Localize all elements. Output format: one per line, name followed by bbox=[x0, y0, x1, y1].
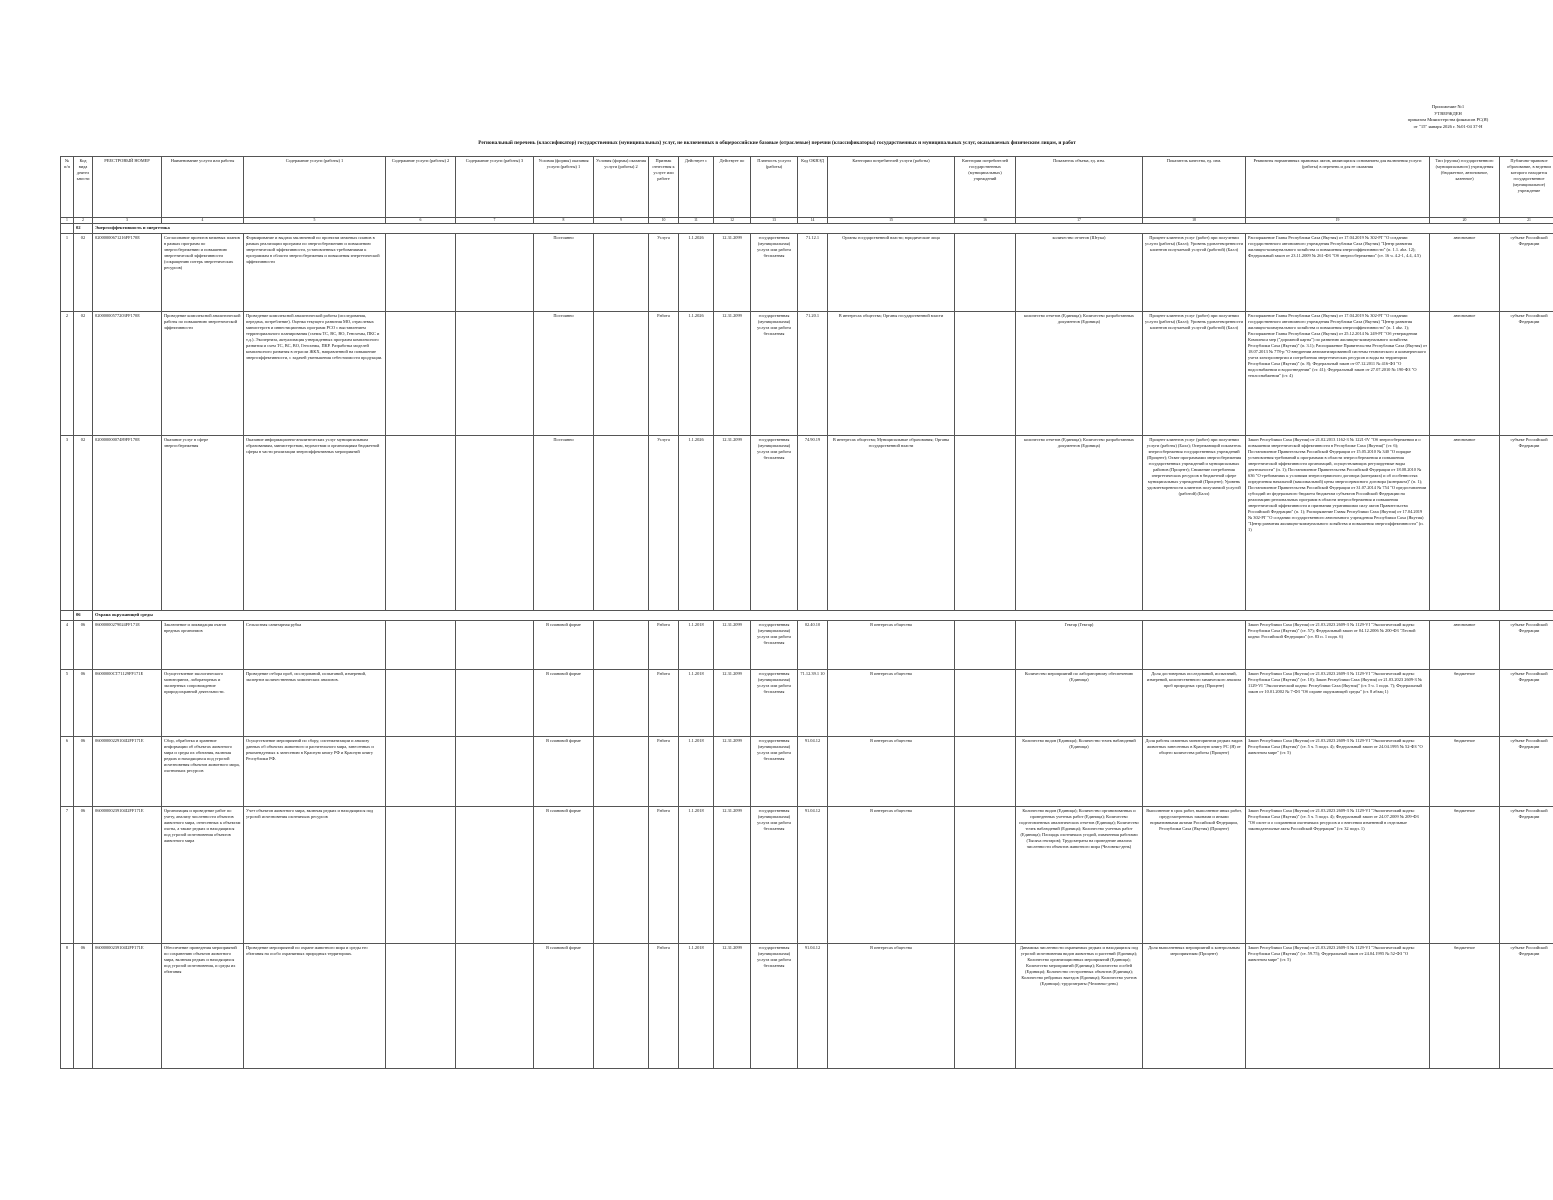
table-cell bbox=[1143, 621, 1246, 670]
table-cell: 02000000671216FF170E bbox=[93, 234, 162, 312]
table-cell bbox=[456, 944, 534, 1069]
table-cell: субъект Российской Федерации bbox=[1500, 737, 1553, 807]
table-cell: 12.31.2099 bbox=[714, 621, 751, 670]
table-cell: В интересах общества bbox=[828, 807, 955, 944]
column-number: 8 bbox=[534, 218, 594, 224]
table-cell: государственная (муниципальная) услуга или работа бесплатная bbox=[751, 670, 798, 737]
table-cell: Заключение и ликвидация очагов вредных организмов bbox=[162, 621, 244, 670]
column-number: 11 bbox=[679, 218, 714, 224]
table-cell: 02.40.10 bbox=[798, 621, 828, 670]
table-cell: субъект Российской Федерации bbox=[1500, 944, 1553, 1069]
table-cell: Постоянно bbox=[534, 234, 594, 312]
table-cell: В интересах общества bbox=[828, 621, 955, 670]
column-header: Реквизиты нормативных правовых актов, являющихся основанием для включения услуги (работы) в перечень и для ее оказания bbox=[1246, 157, 1430, 218]
table-cell: Распоряжение Главы Республики Саха (Якутия) от 17.04.2019 № 302-РГ "О создании государственного автономного учреждения Республики Саха (Якутия) "Центр развития жилищно-коммунального хозяйства и повышения энергоэффективности" (п. 1 abz. 1); Распоряжение Главы Республики Саха (Якутия) от 25.12.2014 № 249-РГ "Об утверждении Комплекса мер ("дорожной карты") по развитию жилищно-коммунального хозяйства Республики Саха (Якутия)" (п. 3.1); Распоряжение Правительства Республики Саха (Якутия) от 18.07.2013 № 778-р "О внедрении автоматизированной системы технического и коммерческого учета электроэнергии и потребления энергетических ресурсов и воды на территории Республики Саха (Якутия)" (п. 8); Федеральный закон от 07.12.2011 № 416-ФЗ "О водоснабжении и водоотведении" (ст. 41); Федеральный закон от 27.07.2010 № 190-ФЗ "О теплоснабжении" (ст. 4) bbox=[1246, 312, 1430, 436]
column-header: Условия (формы) оказания услуги (работы) 2 bbox=[594, 157, 649, 218]
column-header: Показатель объема, ед. изм. bbox=[1016, 157, 1143, 218]
table-cell bbox=[955, 436, 1016, 611]
column-header: Показатель качества, ед. изм. bbox=[1143, 157, 1246, 218]
table-cell: государственная (муниципальная) услуга или работа бесплатная bbox=[751, 807, 798, 944]
table-cell: субъект Российской Федерации bbox=[1500, 621, 1553, 670]
table-cell: Сельхозная санитарная рубка bbox=[244, 621, 386, 670]
table-cell: Постоянно bbox=[534, 312, 594, 436]
table-cell bbox=[594, 737, 649, 807]
table-cell: Закон Республики Саха (Якутия) от 21.03.2023 2609-З № 1129-VI "Экологический кодекс Республики Саха (Якутия)" (ст. 5 ч. 5 подп. 4); Федеральный закон от 24.07.2009 № 209-ФЗ "Об охоте и о сохранении охотничьих ресурсов и о внесении изменений в отдельные законодательные акты Российской Федерации" (ст. 32 подп. 1) bbox=[1246, 807, 1430, 944]
table-cell: бюджетное bbox=[1430, 807, 1500, 944]
table-cell: субъект Российской Федерации bbox=[1500, 670, 1553, 737]
approval-line: приказом Министерства финансов РС(Я) bbox=[1407, 117, 1489, 123]
table-cell: 1.1.2026 bbox=[679, 234, 714, 312]
table-row bbox=[61, 670, 1553, 737]
table-cell: бюджетное bbox=[1430, 737, 1500, 807]
table-cell bbox=[955, 944, 1016, 1069]
table-cell: Работа bbox=[649, 944, 679, 1069]
table-cell: Процент клиентов услуг (работ) при получении услуги (работы) (Балл); Опережающий показатель энергосбережения государственных учреждений (Процент); Охват программами энергосбережения государственных учреждений и муниципальных районов (Процент); Снижение потребления энергетических ресурсов в бюджетной сфере муниципальных учреждений (Процент); Уровень удовлетворенности клиентов получаемой услугой (работой) (Балл) bbox=[1143, 436, 1246, 611]
column-number: 14 bbox=[798, 218, 828, 224]
table-cell: Оказание информационно-аналитических услуг муниципальным образованиям, министерствам, ведомствам и организациям бюджетной сферы в части реализации энергоэффективных мероприятий bbox=[244, 436, 386, 611]
table-cell: Оказание услуг в сфере энергосбережения bbox=[162, 436, 244, 611]
table-row bbox=[61, 737, 1553, 807]
table-cell: 06 bbox=[74, 670, 93, 737]
table-cell bbox=[386, 234, 456, 312]
table-cell bbox=[594, 436, 649, 611]
table-cell: 06 bbox=[74, 621, 93, 670]
table-row bbox=[61, 312, 1553, 436]
column-number: 3 bbox=[93, 218, 162, 224]
section-row bbox=[61, 611, 1553, 621]
table-cell: 2 bbox=[61, 312, 74, 436]
column-number: 16 bbox=[955, 218, 1016, 224]
table-cell: В интересах общества bbox=[828, 737, 955, 807]
table-cell: 12.31.2099 bbox=[714, 436, 751, 611]
column-number: 5 bbox=[244, 218, 386, 224]
table-cell: субъект Российской Федерации bbox=[1500, 234, 1553, 312]
table-cell bbox=[955, 670, 1016, 737]
table-cell: 06 bbox=[74, 737, 93, 807]
table-cell: 71.20.1 bbox=[798, 312, 828, 436]
table-cell: В плановой форме bbox=[534, 807, 594, 944]
column-header: Действует по bbox=[714, 157, 751, 218]
table-cell: государственная (муниципальная) услуга или работа бесплатная bbox=[751, 621, 798, 670]
table-cell bbox=[386, 312, 456, 436]
table-cell: Количество видов (Единица); Количество точек наблюдений (Единица) bbox=[1016, 737, 1143, 807]
table-cell: 6 bbox=[61, 737, 74, 807]
table-cell: 02 bbox=[74, 234, 93, 312]
column-header: Содержание услуги (работы) 1 bbox=[244, 157, 386, 218]
table-cell: бюджетное bbox=[1430, 944, 1500, 1069]
table-cell: 12.31.2099 bbox=[714, 737, 751, 807]
table-cell: Распоряжение Главы Республики Саха (Якутия) от 17.04.2019 № 302-РГ "О создании государственного автономного учреждения Республики Саха (Якутия) "Центр развития жилищно-коммунального хозяйства и повышения энергоэффективности" (п. 1.1. abz. 12); Федеральный закон от 23.11.2009 № 261-ФЗ "Об энергосбережении" (ст. 16 ч. 4.2-1, 4.4, 4.5) bbox=[1246, 234, 1430, 312]
table-cell bbox=[594, 670, 649, 737]
column-number: 15 bbox=[828, 218, 955, 224]
table-cell: 12.31.2099 bbox=[714, 944, 751, 1069]
table-cell bbox=[456, 737, 534, 807]
table-cell: 02 bbox=[74, 312, 93, 436]
table-cell: Гектар (Гектар) bbox=[1016, 621, 1143, 670]
column-header: № п/п bbox=[61, 157, 74, 218]
table-cell: 06 bbox=[74, 807, 93, 944]
table-cell bbox=[594, 621, 649, 670]
column-header: Публично-правовое образование, в ведении которого находится государственное (муниципальное) учреждение bbox=[1500, 157, 1553, 218]
table-cell: 06 bbox=[74, 944, 93, 1069]
table-cell: Организация и проведение работ по учету, анализу численности объектов животного мира, отнесенных к объектам охоты, а также редких и находящихся под угрозой исчезновения объектов животного мира bbox=[162, 807, 244, 944]
table-cell bbox=[386, 944, 456, 1069]
table-cell bbox=[456, 436, 534, 611]
column-number: 17 bbox=[1016, 218, 1143, 224]
table-cell: 4 bbox=[61, 621, 74, 670]
column-number: 12 bbox=[714, 218, 751, 224]
table-cell: 1.1.2018 bbox=[679, 670, 714, 737]
table-cell bbox=[386, 737, 456, 807]
table-cell bbox=[386, 621, 456, 670]
table-cell: 1.1.2026 bbox=[679, 436, 714, 611]
table-row bbox=[61, 436, 1553, 611]
table-cell bbox=[386, 807, 456, 944]
table-cell: Доля выполненных мероприятий к контрольным мероприятиям (Процент) bbox=[1143, 944, 1246, 1069]
table-cell: Проведение комплексной аналитической работы по повышению энергетической эффективности bbox=[162, 312, 244, 436]
column-number: 13 bbox=[751, 218, 798, 224]
table-cell: В интересах общества; Муниципальные образования; Органы государственной власти bbox=[828, 436, 955, 611]
table-row bbox=[61, 234, 1553, 312]
table-cell: 8 bbox=[61, 944, 74, 1069]
section-code: 06 bbox=[74, 611, 93, 621]
table-cell: Постоянно bbox=[534, 436, 594, 611]
column-header: Признак отнесения к услуге или работе bbox=[649, 157, 679, 218]
register-table bbox=[60, 156, 1553, 1069]
section-title: Охрана окружающей среды bbox=[93, 611, 1553, 621]
table-cell: Процент клиентов услуг (работ) при получении услуги (работы) (Балл); Уровень удовлетворенности клиентов получаемой услугой (работой) (Балл) bbox=[1143, 312, 1246, 436]
table-cell bbox=[955, 807, 1016, 944]
section-spacer bbox=[61, 224, 74, 234]
column-header: Категории потребителей государственных (муниципальных) учреждений bbox=[955, 157, 1016, 218]
table-cell: 1.1.2018 bbox=[679, 737, 714, 807]
table-cell: Проведение отбора проб, исследований, испытаний, измерений, экспертиз количественных химических анализов. bbox=[244, 670, 386, 737]
column-number: 6 bbox=[386, 218, 456, 224]
table-cell: 7 bbox=[61, 807, 74, 944]
table-cell: 71.12.39.1 10 bbox=[798, 670, 828, 737]
table-cell: Обеспечение проведения мероприятий по сохранению объектов животного мира, включая редких и находящихся под угрозой исчезновения, и среды их обитания bbox=[162, 944, 244, 1069]
table-cell: Доля работы охватных мониторингом редких видов животных занесенных в Красную книгу РС (Я) от общего количества работы (Процент) bbox=[1143, 737, 1246, 807]
table-cell: Согласование проектов межевых планов в рамках программ по энергосбережению и повышению энергетической эффективности (сокращению потерь энергетических ресурсов) bbox=[162, 234, 244, 312]
table-cell: Закон Республики Саха (Якутия) от 21.03.2023 2609-З № 1129-VI "Экологический кодекс Республики Саха (Якутия)" (ст. 57); Федеральный закон от 04.12.2006 № 200-ФЗ "Лесной кодекс Российской Федерации" (ст. 83 п. 1 подп. 6) bbox=[1246, 621, 1430, 670]
table-cell: 12.31.2099 bbox=[714, 312, 751, 436]
table-cell: 91.04.12 bbox=[798, 737, 828, 807]
table-cell: субъект Российской Федерации bbox=[1500, 436, 1553, 611]
table-row bbox=[61, 621, 1553, 670]
table-cell bbox=[955, 621, 1016, 670]
column-number: 19 bbox=[1246, 218, 1430, 224]
table-cell: 02000000007489FF170E bbox=[93, 436, 162, 611]
table-cell: автономное bbox=[1430, 436, 1500, 611]
table-cell: государственная (муниципальная) услуга или работа бесплатная bbox=[751, 737, 798, 807]
column-number: 18 bbox=[1143, 218, 1246, 224]
column-number: 2 bbox=[74, 218, 93, 224]
table-cell: 1 bbox=[61, 234, 74, 312]
table-cell bbox=[955, 737, 1016, 807]
table-cell bbox=[456, 312, 534, 436]
column-number: 4 bbox=[162, 218, 244, 224]
table-cell bbox=[456, 807, 534, 944]
table-cell: 06000000СТ71129FF171E bbox=[93, 670, 162, 737]
table-cell: Формирование и выдача заключений по проектам межевых планов в рамках реализации программ по энергосбережению и повышению энергетической эффективности, установленных требованиями к программам в области энергосбережения и повышения энергетической эффективности bbox=[244, 234, 386, 312]
table-cell: 02 bbox=[74, 436, 93, 611]
document-title: Региональный перечень (классификатор) государственных (муниципальных) услуг, не включенных в общероссийские базовые (отраслевые) перечни (классификаторы) государственных и муниципальных услуг, оказываемых физическим лицам, и работ bbox=[478, 140, 1076, 146]
table-cell: субъект Российской Федерации bbox=[1500, 807, 1553, 944]
column-header: Условия (формы) оказания услуги (работы) 1 bbox=[534, 157, 594, 218]
table-cell: Проведение мероприятий по охране животного мира и среды его обитания на особо охраняемых природных территориях. bbox=[244, 944, 386, 1069]
table-cell: 74.90.19 bbox=[798, 436, 828, 611]
table-cell: Органы государственной власти; юридические лица bbox=[828, 234, 955, 312]
table-cell: 06000000239104I2FF171E bbox=[93, 807, 162, 944]
table-cell: В интересах общества bbox=[828, 670, 955, 737]
table-cell: Работа bbox=[649, 312, 679, 436]
table-cell: государственная (муниципальная) услуга или работа бесплатная bbox=[751, 944, 798, 1069]
table-cell: Процент клиентов услуг (работ) при получении услуги (работы) (Балл); Уровень удовлетворенности клиентов получаемой услугой (работой) (Балл) bbox=[1143, 234, 1246, 312]
table-cell: 06000000229104I2FF171E bbox=[93, 737, 162, 807]
table-cell bbox=[594, 944, 649, 1069]
table-row bbox=[61, 944, 1553, 1069]
table-cell: Услуга bbox=[649, 436, 679, 611]
table-cell: Осуществление экологического мониторинга, лабораторных и экспертных сопровождение природоохранной деятельности. bbox=[162, 670, 244, 737]
table-cell bbox=[386, 670, 456, 737]
column-number: 1 bbox=[61, 218, 74, 224]
table-cell: 1.1.2026 bbox=[679, 312, 714, 436]
table-cell: В плановой форме bbox=[534, 621, 594, 670]
table-cell: Закон Республики Саха (Якутия) от 21.03.2023 2609-З № 1129-VI "Экологический кодекс Республики Саха (Якутия)" (ст. 59.75); Федеральный закон от 24.04.1995 № 52-ФЗ "О животном мире" (ст. 5) bbox=[1246, 944, 1430, 1069]
table-cell: 5 bbox=[61, 670, 74, 737]
table-cell bbox=[386, 436, 456, 611]
table-cell: 71.12.1 bbox=[798, 234, 828, 312]
table-cell bbox=[955, 312, 1016, 436]
table-cell: государственная (муниципальная) услуга или работа бесплатная bbox=[751, 234, 798, 312]
column-header: Код ОКВЭД bbox=[798, 157, 828, 218]
table-cell: субъект Российской Федерации bbox=[1500, 312, 1553, 436]
table-cell: количество отчетов (Штука) bbox=[1016, 234, 1143, 312]
table-cell: Осуществление мероприятий по сбору, систематизации и анализу данных об объектах животного и растительного мира, занесенных и рекомендуемых к занесению в Красную книгу РФ и Красную книгу Республики РФ. bbox=[244, 737, 386, 807]
table-cell: автономное bbox=[1430, 621, 1500, 670]
table-cell bbox=[594, 234, 649, 312]
column-number: 10 bbox=[649, 218, 679, 224]
approval-line: от "15" января 2026 г. №01-04 37-Н bbox=[1413, 123, 1483, 129]
table-cell bbox=[456, 621, 534, 670]
table-cell bbox=[594, 312, 649, 436]
table-cell bbox=[456, 234, 534, 312]
table-cell: В плановой форме bbox=[534, 737, 594, 807]
column-number: 21 bbox=[1500, 218, 1553, 224]
table-cell: Работа bbox=[649, 670, 679, 737]
table-cell: 02000000577203FF170E bbox=[93, 312, 162, 436]
table-cell: В интересах общества; Органы государственной власти bbox=[828, 312, 955, 436]
table-cell: Закон Республики Саха (Якутия) от 21.03.2023 2609-З № 1129-VI "Экологический кодекс Республики Саха (Якутия)" (ст. 10); Закон Республики Саха (Якутия) от 21.03.2023 2609-З № 1129-VI "Экологический кодекс Республики Саха (Якутия)" (ст. 5 ч. 1 подп. 7); Федеральный закон от 10.01.2002 № 7-ФЗ "Об охране окружающей среды" (ст. 8 абзац 1) bbox=[1246, 670, 1430, 737]
table-cell: 91.04.12 bbox=[798, 807, 828, 944]
section-row bbox=[61, 224, 1553, 234]
table-cell: Проведение комплексной аналитической работы (исследования, передача, потребление). Оценка текущего развития МО, отраслевых министерств и инвестиционных программ РСО с выставлением территориального планирования (схемы ТС, ВС, ВО, Генсхемы, ПКС и т.д.). Экспертиза, актуализация утвержденных программ комплексного развития и схем ТС, ВС, ВО, Генсхемы, ПКР. Разработка моделей комплексного развития в отрасли ЖКХ, направленной на повышение энергоэффективности, с задачей уменьшения себестоимости продукции. bbox=[244, 312, 386, 436]
table-cell: Динамика численности охраняемых редких и находящихся под угрозой исчезновения видов животных и растений (Единица); Количество организационных мероприятий (Единица); Количество мероприятий (Единица); Количество особей (Единица); Количество отстроенных объектов (Единица); Количество рейдовых выездов (Единица); Количество учетов (Единица); трудозатраты (Человеко-день) bbox=[1016, 944, 1143, 1069]
table-cell: 06000000239104I2FF171E bbox=[93, 944, 162, 1069]
table-cell: Работа bbox=[649, 737, 679, 807]
table-cell: Услуга bbox=[649, 234, 679, 312]
column-number: 7 bbox=[456, 218, 534, 224]
column-header: Содержание услуги (работы) 2 bbox=[386, 157, 456, 218]
table-cell: Количество видов (Единица); Количество организованных и проведенных учетных работ (Единица); Количество подготовленных аналитических отчетов (Единица); Количество точек наблюдений (Единица); Количество учетных работ (Единица); Площадь охотничьих угодий, охваченная работами (Тысяча гектаров); Трудозатраты на проведение анализа численности объектов животного мира (Человеко-день) bbox=[1016, 807, 1143, 944]
approval-line: УТВЕРЖДЕН bbox=[1434, 110, 1462, 116]
section-spacer bbox=[61, 611, 74, 621]
table-cell: Работа bbox=[649, 621, 679, 670]
approval-block bbox=[1368, 104, 1528, 130]
column-header: Наименование услуги или работы bbox=[162, 157, 244, 218]
table-cell: Учет объектов животного мира, включая редких и находящихся под угрозой исчезновения охотничьих ресурсов bbox=[244, 807, 386, 944]
table-cell: Закон Республики Саха (Якутия) от 21.03.2023 2609-З № 1129-VI "Экологический кодекс Республики Саха (Якутия)" (ст. 5 ч. 5 подп. 4); Федеральный закон от 24.04.1995 № 52-ФЗ "О животном мире" (ст. 5) bbox=[1246, 737, 1430, 807]
table-cell: 12.31.2099 bbox=[714, 807, 751, 944]
column-header: Тип (группа) государственного (муниципального) учреждения (бюджетное, автономное, казенное) bbox=[1430, 157, 1500, 218]
table-cell: государственная (муниципальная) услуга или работа бесплатная bbox=[751, 436, 798, 611]
table-cell: бюджетное bbox=[1430, 670, 1500, 737]
table-cell: количество отчетов (Единица); Количество разработанных документов (Единица) bbox=[1016, 312, 1143, 436]
table-cell: 3 bbox=[61, 436, 74, 611]
table-row bbox=[61, 807, 1553, 944]
table-cell: 12.31.2099 bbox=[714, 234, 751, 312]
table-cell: Работа bbox=[649, 807, 679, 944]
section-code: 02 bbox=[74, 224, 93, 234]
section-title: Энергоэффективность и энергетика bbox=[93, 224, 1553, 234]
table-cell: 1.1.2018 bbox=[679, 621, 714, 670]
table-cell: Закон Республики Саха (Якутия) от 21.02.2013 1162-З № 1221-IV "Об энергосбережении и о повышении энергетической эффективности в Республике Саха (Якутия)" (ст. 6); Постановление Правительства Российской Федерации от 15.05.2010 № 340 "О порядке установления требований к программам в области энергосбережения и повышения энергетической эффективности организаций, осуществляющих регулируемые виды деятельности" (п. 1); Постановление Правительства Российской Федерации от 18.08.2010 № 636 "О требованиях к условиям энергосервисного договора (контракта) и об особенностях определения начальной (максимальной) цены энергосервисного договора (контракта)" (п. 1); Постановление Правительства Российской Федерации от 31.07.2014 № 754 "О предоставлении субсидий из федерального бюджета бюджетам субъектов Российской Федерации на реализацию региональных программ в области энергосбережения и повышения энергетической эффективности и признании утратившими силу актов Правительства Российской Федерации" (п. 1); Распоряжение Главы Республики Саха (Якутия) от 17.04.2019 № 302-РГ "О создании государственного автономного учреждения Республики Саха (Якутия) "Центр развития жилищно-коммунального хозяйства и повышения энергоэффективности" (п. 1) bbox=[1246, 436, 1430, 611]
table-cell bbox=[456, 670, 534, 737]
table-cell: 1.1.2018 bbox=[679, 944, 714, 1069]
table-cell: 06000000279024FF171E bbox=[93, 621, 162, 670]
table-cell bbox=[594, 807, 649, 944]
approval-line: Приложение №1 bbox=[1431, 104, 1465, 109]
table-cell: В плановой форме bbox=[534, 670, 594, 737]
column-header: Действует с bbox=[679, 157, 714, 218]
table-cell: количество отчетов (Единица); Количество разработанных документов (Единица) bbox=[1016, 436, 1143, 611]
table-cell: В интересах общества bbox=[828, 944, 955, 1069]
table-cell bbox=[955, 234, 1016, 312]
column-header: РЕЕСТРОВЫЙ НОМЕР bbox=[93, 157, 162, 218]
column-header: Платность услуги (работы) bbox=[751, 157, 798, 218]
header-row bbox=[61, 157, 1553, 218]
table-cell: автономное bbox=[1430, 312, 1500, 436]
column-number: 9 bbox=[594, 218, 649, 224]
table-cell: 12.31.2099 bbox=[714, 670, 751, 737]
table-cell: автономное bbox=[1430, 234, 1500, 312]
table-cell: Выполнение в срок работ, выполнение иных работ, предусмотренных законами и иными нормативными актами Российской Федерации, Республики Саха (Якутия) (Процент) bbox=[1143, 807, 1246, 944]
table-cell: 1.1.2018 bbox=[679, 807, 714, 944]
table-cell: Количество мероприятий по лабораторному обеспечению (Единица) bbox=[1016, 670, 1143, 737]
column-header: Код вида деятельности bbox=[74, 157, 93, 218]
table-cell: Доля достоверных исследований, испытаний, измерений, количественного химического анализа проб природных сред (Процент) bbox=[1143, 670, 1246, 737]
column-header: Содержание услуги (работы) 3 bbox=[456, 157, 534, 218]
column-header: Категории потребителей услуги (работы) bbox=[828, 157, 955, 218]
table-cell: В плановой форме bbox=[534, 944, 594, 1069]
table-cell: 91.04.12 bbox=[798, 944, 828, 1069]
table-cell: Сбор, обработка и хранение информации об объектах животного мира и среды их обитания, включая редких и находящихся под угрозой исчезновения объектов животного мира, охотничьих ресурсов bbox=[162, 737, 244, 807]
table-cell: государственная (муниципальная) услуга или работа бесплатная bbox=[751, 312, 798, 436]
column-number: 20 bbox=[1430, 218, 1500, 224]
